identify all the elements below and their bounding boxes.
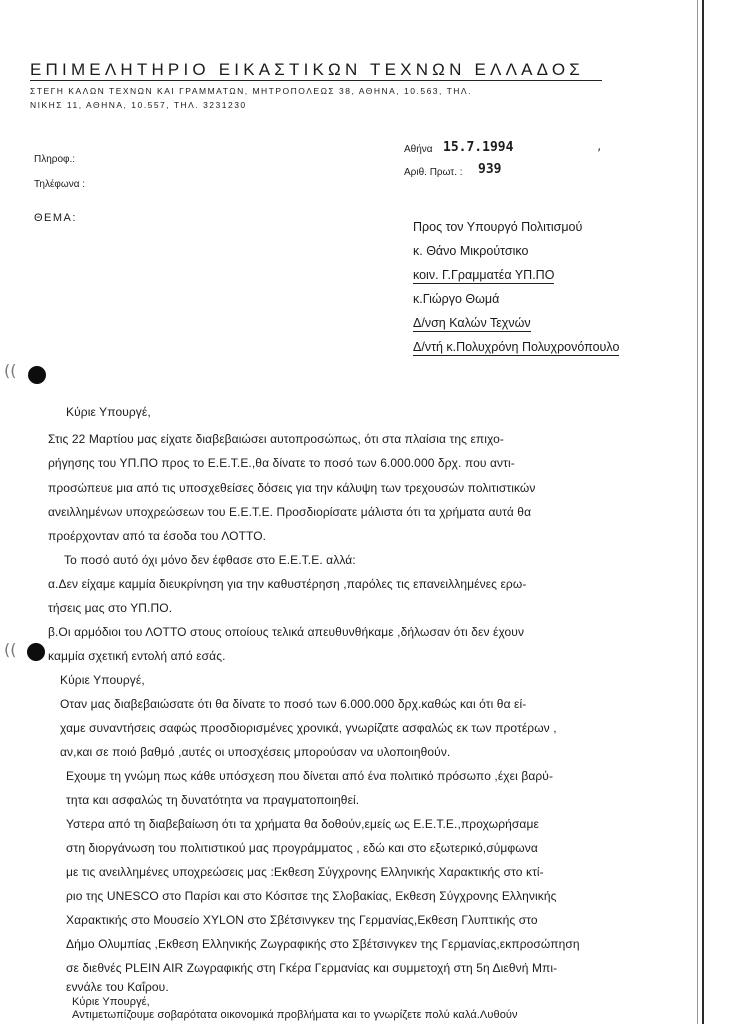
body-line: τήσεις μας στο ΥΠ.ΠΟ. (48, 601, 173, 615)
salutation: Κύριε Υπουργέ, (72, 996, 150, 1008)
place-label: Αθήνα (404, 144, 433, 155)
body-line: Υστερα από τη διαβεβαίωση ότι τα χρήματα θα δοθούν,εμείς ως Ε.Ε.Τ.Ε.,προχωρήσαμε (66, 817, 539, 831)
recipient-line-1: Προς τον Υπουργό Πολιτισμού (413, 220, 583, 234)
body-line: στη διοργάνωση του πολιτιστικού μας προγράμματος , εδώ και στο εξωτερικό,σύμφωνα (66, 841, 538, 855)
body-line: ανειλλημένων υποχρεώσεων του Ε.Ε.Τ.Ε. Προσδιορίσατε μάλιστα ότι τα χρήματα αυτά θα (48, 505, 532, 519)
recipient-line-3: κοιν. Γ.Γραμματέα ΥΠ.ΠΟ (413, 268, 555, 282)
body-line: τητα και ασφαλώς τη δυνατότητα να πραγματοποιηθεί. (66, 793, 360, 807)
recipient-line-2: κ. Θάνο Μικρούτσικο (413, 244, 529, 258)
margin-mark: , (596, 140, 603, 153)
punch-hole-mark: (( (4, 361, 17, 380)
body-line: β.Οι αρμόδιοι του ΛΟΤΤΟ στους οποίους τελικά απευθυνθήκαμε ,δήλωσαν ότι δεν έχουν (48, 625, 525, 639)
body-line: αν,και σε ποιό βαθμό ,αυτές οι υποσχέσεις μπορούσαν να υλοποιηθούν. (60, 745, 451, 759)
body-line: Δήμο Ολυμπίας ,Εκθεση Ελληνικής Ζωγραφικής στο Σβέτσινγκεν της Γερμανίας,εκπροσώπηση (66, 937, 580, 951)
recipient-line-5: Δ/νση Καλών Τεχνών (413, 316, 531, 330)
punch-hole (28, 366, 46, 384)
body-line: προσώπευε μια από τις υποσχεθείσες δόσεις για την κάλυψη των τρεχουσών πολιτιστικών (48, 481, 536, 495)
letterhead-address-1: ΣΤΕΓΗ ΚΑΛΩΝ ΤΕΧΝΩΝ ΚΑΙ ΓΡΑΜΜΑΤΩΝ, ΜΗΤΡΟΠΟΛΕΩΣ 38, ΑΘΗΝΑ, 10.563, ΤΗΛ. (30, 86, 472, 96)
phone-label: Τηλέφωνα : (34, 179, 86, 190)
subject-label: ΘΕΜΑ: (34, 212, 77, 224)
body-line: εννάλε του Καΐρου. (66, 980, 169, 994)
body-line: καμμία σχετική εντολή από εσάς. (48, 649, 226, 663)
body-line: με τις ανειλλημένες υποχρεώσεις μας :Εκθεση Σύγχρονης Ελληνικής Χαρακτικής στο κτί- (66, 865, 544, 879)
protocol-label: Αριθ. Πρωτ. : (404, 167, 463, 178)
page-edge-line (702, 0, 704, 1024)
info-label: Πληροφ.: (34, 154, 76, 165)
protocol-value: 939 (478, 162, 502, 177)
body-line: Αντιμετωπίζουμε σοβαρότατα οικονομικά προβλήματα και το γνωρίζετε πολύ καλά.Λυθούν (72, 1009, 518, 1021)
body-line: προέρχονταν από τα έσοδα του ΛΟΤΤΟ. (48, 529, 267, 543)
page-edge-line-faint (697, 0, 698, 1024)
recipient-line-6: Δ/ντή κ.Πολυχρόνη Πολυχρονόπουλο (413, 340, 620, 354)
salutation: Κύριε Υπουργέ, (66, 405, 151, 419)
body-line: Εχουμε τη γνώμη πως κάθε υπόσχεση που δίνεται από ένα πολιτικό πρόσωπο ,έχει βαρύ- (66, 769, 554, 783)
body-line: σε διεθνές PLEIN AIR Ζωγραφικής στη Γκέρα Γερμανίας και συμμετοχή στη 5η Διεθνή Μπι- (66, 961, 558, 975)
punch-hole (27, 643, 45, 661)
date-value: 15.7.1994 (443, 140, 514, 155)
body-line: Οταν μας διαβεβαιώσατε ότι θα δίνατε το ποσό των 6.000.000 δρχ.καθώς και ότι θα εί- (60, 697, 527, 711)
letterhead-rule (30, 80, 602, 81)
salutation: Κύριε Υπουργέ, (60, 673, 145, 687)
body-line: ρήγησης του ΥΠ.ΠΟ προς το Ε.Ε.Τ.Ε.,θα δίνατε το ποσό των 6.000.000 δρχ. που αντι- (48, 456, 515, 470)
body-line: α.Δεν είχαμε καμμία διευκρίνηση για την καθυστέρηση ,παρόλες τις επανειλλημένες ερω- (48, 577, 527, 591)
body-line: ριο της UNESCO στο Παρίσι και στο Κόσιτσε της Σλοβακίας, Εκθεση Σύγχρονης Ελληνικής (66, 889, 557, 903)
body-line: Το ποσό αυτό όχι μόνο δεν έφθασε στο Ε.Ε.Τ.Ε. αλλά: (64, 553, 356, 567)
body-line: Στις 22 Μαρτίου μας είχατε διαβεβαιώσει αυτοπροσώπως, ότι στα πλαίσια της επιχο- (48, 432, 505, 446)
recipient-line-4: κ.Γιώργο Θωμά (413, 292, 500, 306)
body-line: χαμε συναντήσεις σαφώς προσδιορισμένες χρονικά, γνωρίζατε ασφαλώς εκ των προτέρων , (60, 721, 557, 735)
letterhead-address-2: ΝΙΚΗΣ 11, ΑΘΗΝΑ, 10.557, ΤΗΛ. 3231230 (30, 100, 247, 110)
punch-hole-mark: (( (4, 640, 17, 659)
body-line: Χαρακτικής στο Μουσείο XYLON στο Σβέτσινγκεν της Γερμανίας,Εκθεση Γλυπτικής στο (66, 913, 538, 927)
letterhead-org-name: ΕΠΙΜΕΛΗΤΗΡΙΟ ΕΙΚΑΣΤΙΚΩΝ ΤΕΧΝΩΝ ΕΛΛΑΔΟΣ (30, 60, 585, 79)
